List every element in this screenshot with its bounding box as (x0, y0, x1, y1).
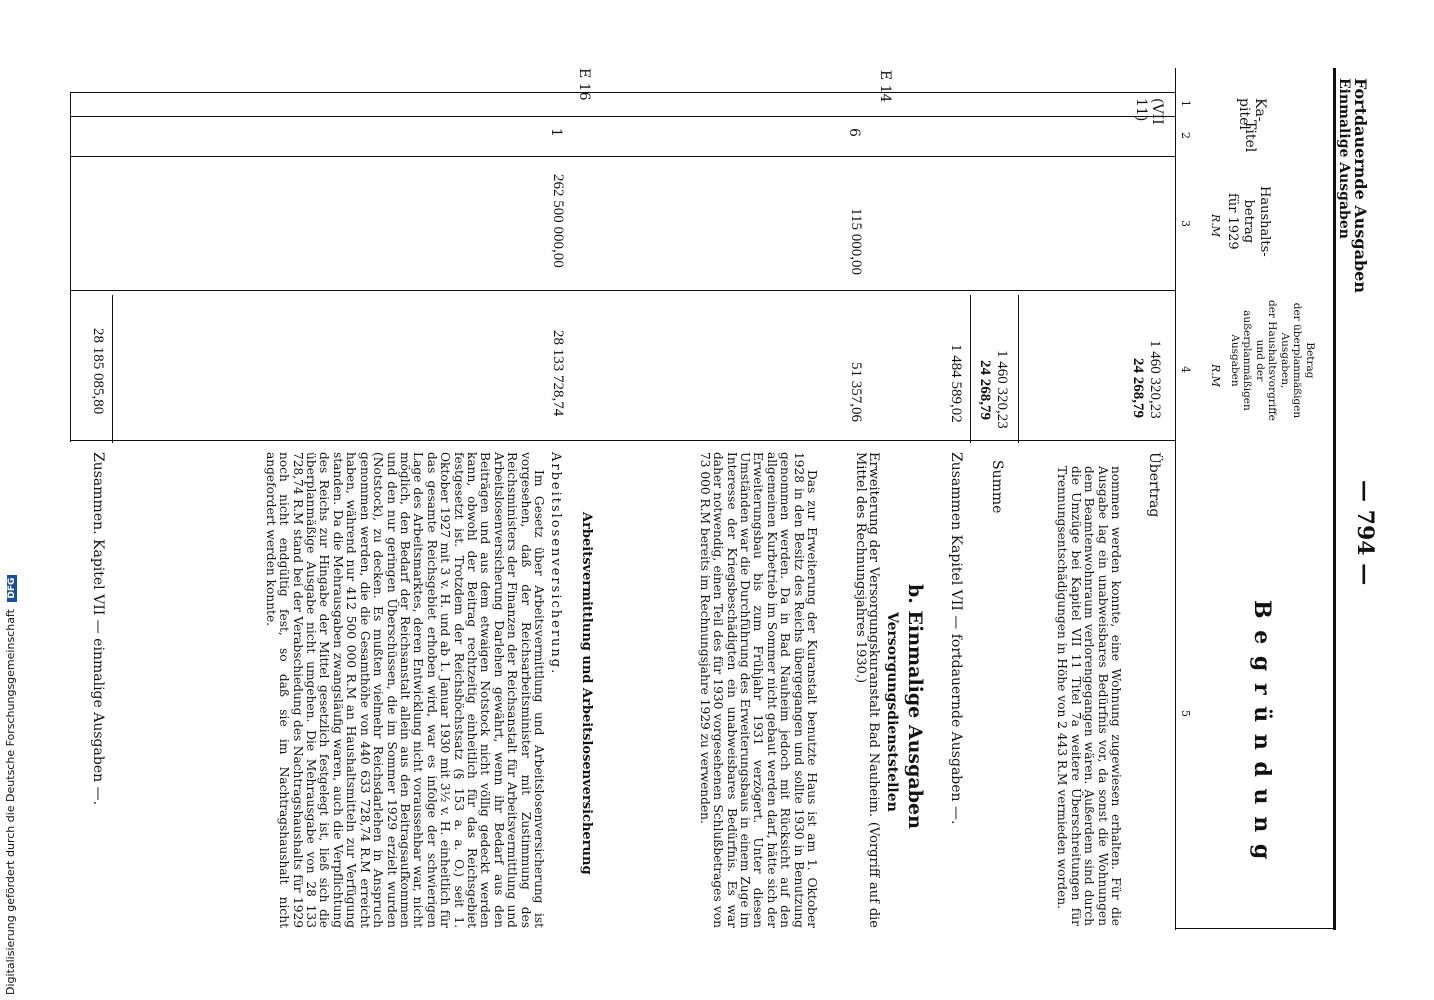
col-betrag-header: Betrag der überplanmäßigen Ausgaben, der Haushaltsvorgriffe und der außerplanmäßigen Ausgaben (1229, 300, 1316, 421)
table-col1-rule (70, 116, 1175, 117)
e16-title-text: Arbeitslosenversicherung. (548, 452, 563, 676)
versorgung-heading: Versorgungsdienststellen (884, 612, 900, 812)
col-betrag-unit: R.M (1209, 364, 1222, 388)
dfg-logo: DFG (7, 575, 17, 602)
e16-kapitel: E 16 (576, 68, 592, 101)
final-value: 28 185 085,80 (90, 328, 106, 415)
col-number-2: 2 (1179, 132, 1192, 139)
col-number-1: 1 (1179, 100, 1192, 107)
e14-title-text: Erweiterung der Versorgungskuranstalt Bad Nauheim. (Vorgriff auf die Mittel des Rechnungsjahres 1930.) (852, 452, 881, 928)
table-header-rule (1175, 68, 1176, 930)
e16-betrag: 28 133 728,74 (550, 330, 566, 417)
table-left-edge (70, 92, 71, 442)
e16-haushalt: 262 500 000,00 (550, 174, 566, 268)
summe-label: Summe (989, 460, 1005, 514)
einmalige-heading: b. Einmalige Ausgaben (904, 584, 926, 829)
table-top-rule (70, 92, 1175, 93)
zusammen-value: 1 484 589,02 (948, 344, 964, 423)
col-kapitel-header: Ka- pitel (1236, 98, 1268, 130)
e14-titel: 6 (846, 128, 862, 137)
col-haushalt-unit: R.M (1209, 214, 1222, 238)
section-sub-heading: Einmalige Ausgaben (1336, 78, 1352, 239)
col-titel-header: Titel (1242, 120, 1258, 153)
e14-betrag: 51 357,06 (848, 362, 864, 422)
summe-value-1: 1 460 320,23 (994, 350, 1010, 429)
zusammen-label: Zusammen Kapitel VII — fortdauernde Ausgaben —. (948, 452, 964, 825)
begruendung-title: B e g r ü n d u n g (1249, 600, 1275, 862)
table-col2-rule (70, 156, 1175, 157)
digitization-credit: Digitalisierung gefördert durch die Deutsche Forschungsgemeinschaft DFG (4, 575, 17, 995)
e16-text: Im Gesetz über Arbeitsvermittlung und Arbeitslosenversicherung ist vorgesehen, daß der Reichsarbeitsminister mit Zustimmung des Reichsministers der Finanzen der Reichsanstalt für Arbeitsvermittlung und Arbeitslosenversicherung Darlehen gewährt, wenn ihr Bedarf aus den Beiträgen und aus dem etwaigen Notstock nicht völlig gedeckt werden kann, obwohl der Beitrag rechtzeitig einheitlich für das Reichsgebiet festgesetzt ist. Trotzdem der Reichshöchstsatz (§ 153 a. a. O.) seit 1. Oktober 1927 mit 3 v. H. und ab 1. Januar 1930 mit 3½ v. H. einheitlich für das gesamte Reichsgebiet erhoben wird, war es infolge der schwierigen Lage des Arbeitsmarktes, deren Entwicklung nicht voraussehbar war, nicht möglich, den Bedarf der Reichsanstalt allein aus den Beitragsaufkommen und den nur geringen Überschüssen, die im Sommer 1929 erzielt wurden (Notstock), zu decken. Es mußten vielmehr Reichsdarlehen in Anspruch genommen werden, die die Gesamthöhe von 440 633 728,74 R.M erreicht haben, während nur 412 500 000 R.M an Haushaltsmitteln zur Verfügung standen. Da die Mehrausgaben zwangsläufig waren, auch die Verpflichtung des Reichs zur Hingabe der Mittel gesetzlich festgelegt ist, ließ sich die überplanmäßige Ausgabe nicht umgehen. Die Mehrausgabe von 28 133 728,74 R.M stand bei der Verabschiedung des Nachtragshaushalts für 1929 noch nicht endgültig fest, so daß sie im Nachtragshaushalt nicht angefordert werden konnte. (263, 452, 546, 928)
e14-haushalt: 115 000,00 (848, 208, 864, 275)
uebertrag-value-1: 1 460 320,23 (1147, 340, 1163, 419)
e14-text: Das zur Erweiterung der Kuranstalt benutzte Haus ist am 1. Oktober 1928 in den Besitz des Reichs übergegangen und sollte 1930 in Benutzung genommen werden. Da in Bad Nauheim jedoch mit Rücksicht auf den allgemeinen Kurbetrieb im Sommer nicht gebaut werden darf, hätte sich der Erweiterungsbau bis zum Frühjahr 1931 verzögert. Unter diesen Umständen war die Durchführung des Erweiterungsbaus in einem Zuge im Interesse der Kriegsbeschädigten ein unabweisbares Bedürfnis. Es war daher notwendig, einen Teil des für 1930 vorgesehenen Schlußbetrages von 73 000 R.M bereits im Rechnungsjahre 1929 zu verwenden. (697, 452, 819, 928)
table-col4-rule (70, 440, 1175, 441)
arbeit-heading: Arbeitsvermittlung und Arbeitslosenversicherung (579, 512, 594, 875)
col-number-4: 4 (1179, 366, 1192, 373)
uebertrag-text: nommen werden konnte, eine Wohnung zugewiesen erhalten. Für die Ausgabe lag ein unabweisbares Bedürfnis vor, da sonst die Wohnungen dem Beamtenwohnraum verlorengegangen wären. Außerdem sind durch die Umzüge bei Kapitel VII 11 Titel 7a weitere Überschreitungen für Trennungsentschädigungen in Höhe von 2 443 R.M vermieden worden. (1055, 466, 1123, 926)
final-label: Zusammen. Kapitel VII — einmalige Ausgaben —. (90, 452, 106, 806)
summe-rule (1018, 295, 1019, 443)
col-number-5: 5 (1179, 710, 1192, 717)
col-number-3: 3 (1179, 220, 1192, 227)
col-haushalt-header: Haushalts- betrag für 1929 (1225, 186, 1272, 257)
summe-value-2: 24 268,79 (977, 360, 993, 420)
table-bottom-rule (1175, 928, 1335, 929)
page-number: — 794 — (1352, 480, 1378, 586)
uebertrag-value-2: 24 268,79 (1130, 358, 1146, 418)
e16-titel: 1 (548, 128, 564, 137)
final-rule (112, 295, 113, 443)
uebertrag-label: Übertrag (1146, 452, 1162, 518)
e14-kapitel: E 14 (877, 70, 893, 103)
zusammen-rule (970, 295, 971, 443)
section-top-heading: Fortdauernde Ausgaben (1351, 78, 1370, 293)
table-col3-rule (70, 290, 1175, 291)
kapitel-vii: (VII 11) (1133, 98, 1165, 125)
